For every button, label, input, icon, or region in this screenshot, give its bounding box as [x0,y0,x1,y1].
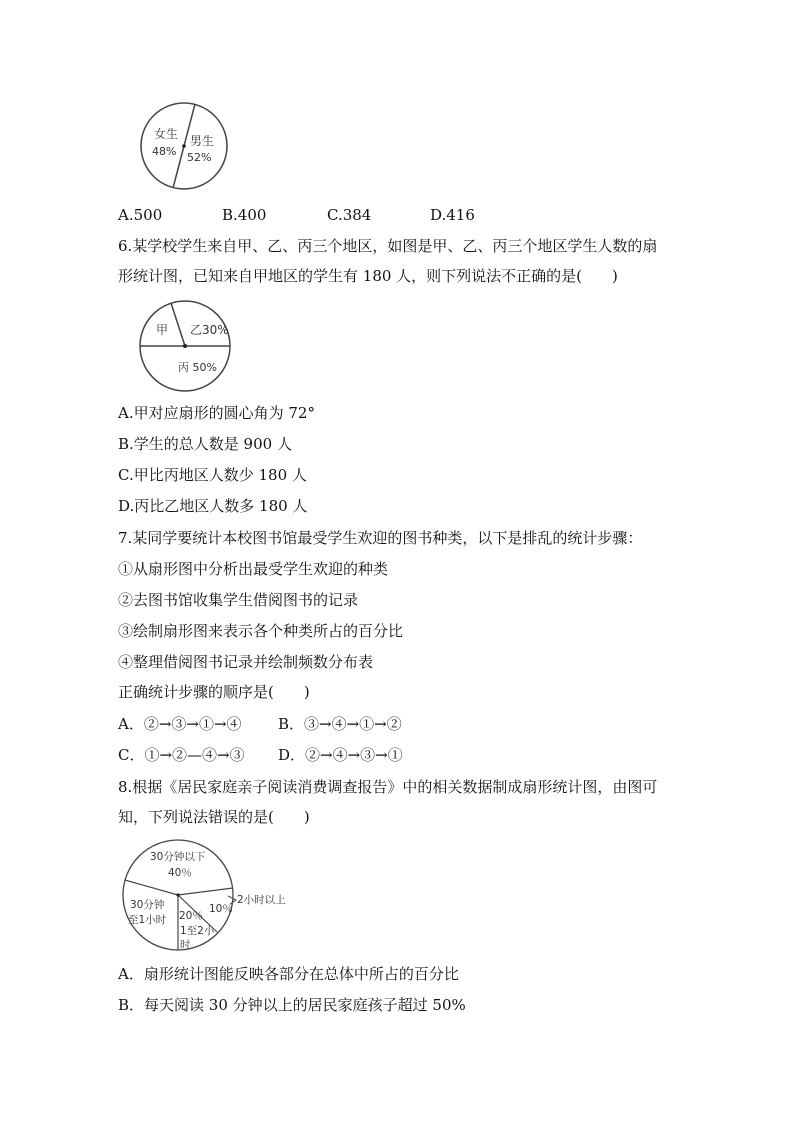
q8-label-c-line1: 1至2小 [180,925,215,937]
q8-label-c-line2: 时 [180,939,191,951]
q7-question: 正确统计步骤的顺序是( ) [118,683,310,701]
q8-option-b: B．每天阅读 30 分钟以上的居民家庭孩子超过 50% [118,996,466,1014]
q6-label-jia: 甲 [156,323,169,337]
q5-label-female: 女生 [154,127,179,141]
q8-label-d-pct: 10％ [209,903,233,915]
q8-label-a-pct: 40％ [168,867,192,879]
q6-option-d: D.丙比乙地区人数多 180 人 [118,497,308,515]
q8-stem-line1: 8.根据《居民家庭亲子阅读消费调查报告》中的相关数据制成扇形统计图，由图可 [118,778,658,796]
q7-option-c: C．①→②—④→③ [118,746,245,764]
q7-step-3: ③绘制扇形图来表示各个种类所占的百分比 [118,622,404,640]
q7-option-d: D．②→④→③→① [278,746,403,764]
q8-label-c-pct: 20％ [179,910,203,922]
q7-option-a: A．②→③→①→④ [118,715,242,733]
q6-option-b: B.学生的总人数是 900 人 [118,435,292,453]
q5-label-male-pct: 52% [187,151,212,164]
q8-stem-line2: 知，下列说法错误的是( ) [118,808,310,826]
q5-option-c: C.384 [327,206,372,224]
q6-stem-line2: 形统计图，已知来自甲地区的学生有 180 人，则下列说法不正确的是( ) [118,267,618,285]
q8-label-a-name: 30分钟以下 [150,851,206,863]
q5-option-b: B.400 [222,206,267,224]
q7-stem: 7.某同学要统计本校图书馆最受学生欢迎的图书种类，以下是排乱的统计步骤： [118,529,643,547]
q6-option-a: A.甲对应扇形的圆心角为 72° [118,404,315,422]
q5-option-a: A.500 [118,206,163,224]
q8-label-d-name: 2小时以上 [237,894,286,906]
q7-step-1: ①从扇形图中分析出最受学生欢迎的种类 [118,560,389,578]
q7-option-b: B．③→④→①→② [278,715,402,733]
q6-pie-chart [138,300,234,392]
q8-label-b-line1: 30分钟 [130,899,165,911]
q5-label-male: 男生 [190,134,215,148]
q5-option-d: D.416 [430,206,475,224]
q5-pie-chart [138,100,230,192]
q5-label-female-pct: 48% [152,145,177,158]
q7-step-4: ④整理借阅图书记录并绘制频数分布表 [118,653,374,671]
q8-pie-chart [118,838,290,954]
q8-option-a: A．扇形统计图能反映各部分在总体中所占的百分比 [118,965,459,983]
q6-label-bing: 丙 50% [178,361,217,374]
q6-stem-line1: 6.某学校学生来自甲、乙、丙三个地区，如图是甲、乙、丙三个地区学生人数的扇 [118,237,658,255]
q7-step-2: ②去图书馆收集学生借阅图书的记录 [118,591,359,609]
q6-option-c: C.甲比丙地区人数少 180 人 [118,466,307,484]
q8-label-b-line2: 至1小时 [128,914,167,926]
q6-label-yi: 乙30% [190,323,229,337]
